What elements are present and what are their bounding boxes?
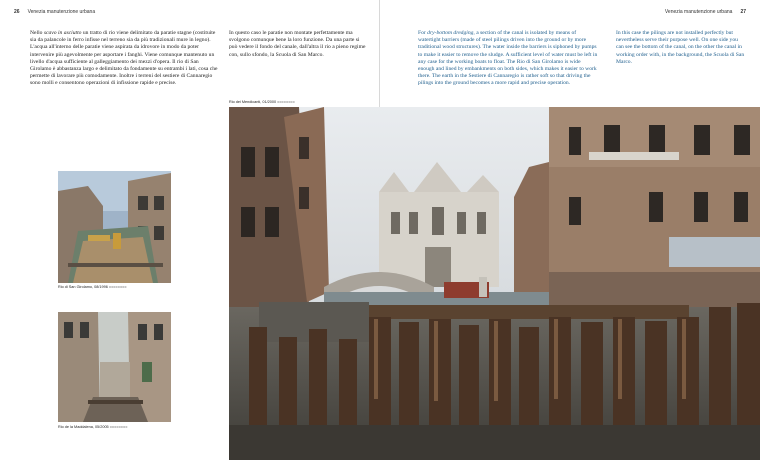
photo-rio-mendicanti-panorama: [229, 107, 760, 460]
english-paragraph-1: [418, 30, 598, 88]
italian-p1-emphasis: scavo in asciutto: [43, 30, 82, 36]
left-page-number: 26: [14, 9, 20, 15]
english-p1-lead: For: [418, 30, 428, 36]
right-running-title: Venezia manutenzione urbana: [664, 9, 733, 15]
right-page-number: 27: [740, 9, 746, 15]
caption-rio-mendicanti: Rio dei Mendicanti, 01/2000 ========: [229, 100, 295, 104]
italian-p1-lead: Nello: [30, 30, 44, 36]
italian-p1-body: un tratto di rio viene delimitato da paratie stagne (costituite sia da palancole in ferro infisse nel terreno sia da più tradizionali mure in legno). L'acqua all'interno delle paratie viene aspirata da idrovore in modo da poter intervenire più agevolmente per asportare i fanghi. Viene comunque mantenuto un livello d'acqua sufficiente al galleggiamento dei mezzi d'opera. Il rio di San Girolamo è abbastanza largo e delimitato da fondamente su entrambi i lati, cosa che permette di lavorare più comodamente. Inoltre i terreni del sestiere di Cannaregio sono molli e consentono operazioni di infissione rapide e precise.: [30, 30, 218, 87]
italian-paragraph-1: [30, 30, 220, 88]
photo-rio-maddalena: [58, 312, 171, 422]
caption-rio-san-girolamo: Rio di San Girolamo, 08/1996 ========: [58, 285, 127, 289]
english-p1-emphasis: dry-bottom dredging: [427, 30, 474, 36]
caption-rio-maddalena: Rio de la Maddalena, 05/2005 ========: [58, 425, 128, 429]
english-paragraph-2: In this case the pilings are not installed perfectly but nevertheless serve their purpose well. On one side you can see the bottom of the canal, on the other the canal in working order with, in the background, the Scuola di San Marco.: [616, 30, 745, 65]
right-folio: [665, 9, 746, 15]
italian-paragraph-2: In questo caso le paratie non montate perfettamente ma svolgono comunque bene la loro funzione. Da una parte si può vedere il fondo del canale, dall'altra il rio a pieno regime con, sullo sfondo, la Scuola di San Marco.: [229, 30, 366, 58]
left-running-title: Venezia manutenzione urbana: [27, 9, 96, 15]
left-folio: [14, 9, 95, 15]
photo-rio-san-girolamo: [58, 171, 171, 283]
english-p1-body: , a section of the canal is isolated by means of watertight barriers (made of steel pilings driven into the ground or by more traditional wood structures). The water inside the barriers is siphoned by pumps to make it easier to remove the sludge. A sufficient level of water must be left in any case for the working boats to float. The Rio di San Girolamo is wide enough and lined by embankments on both sides, which makes it easier to work there. The earth in the Sestiere di Cannaregio is rather soft so that driving the pilings into the ground becomes a more rapid and precise operation.: [418, 30, 598, 87]
